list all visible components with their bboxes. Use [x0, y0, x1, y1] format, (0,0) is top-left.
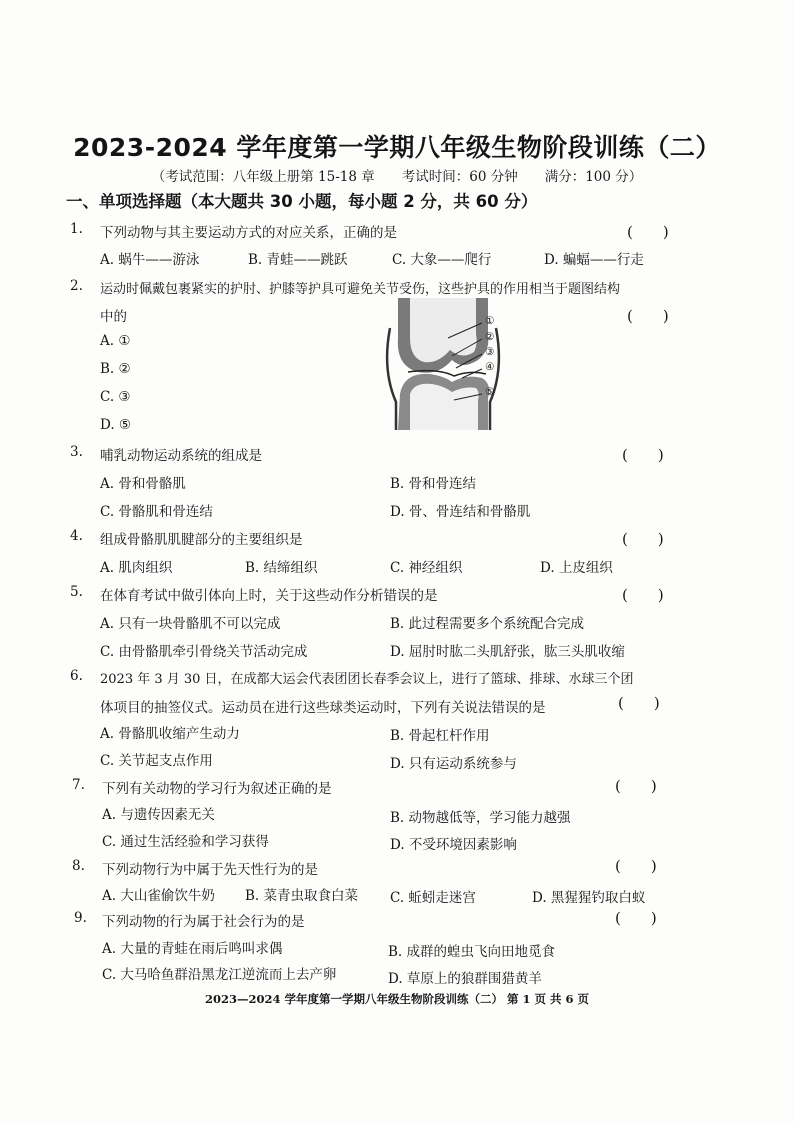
- option-b: B. 骨起杠杆作用: [390, 728, 490, 744]
- question-number: 9.: [74, 910, 87, 926]
- option-b: B. 结缔组织: [245, 560, 318, 576]
- option-c: C. 神经组织: [390, 560, 463, 576]
- question-text: 下列动物与其主要运动方式的对应关系，正确的是: [100, 225, 397, 241]
- lower-bone-inner: [410, 384, 479, 430]
- option-a: A. ①: [100, 333, 131, 349]
- option-b: B. 菜青虫取食白菜: [245, 888, 359, 904]
- option-b: B. 此过程需要多个系统配合完成: [390, 616, 585, 632]
- option-d: D. ⑤: [100, 417, 132, 433]
- question-text: 2023 年 3 月 30 日，在成都大运会代表团团长春季会议上，进行了篮球、排球、水球三个团: [100, 672, 634, 687]
- answer-blank: ( ): [615, 857, 657, 875]
- answer-blank: ( ): [615, 777, 657, 795]
- option-a: A. 蜗牛——游泳: [100, 252, 200, 268]
- exam-info: （考试范围：八年级上册第 15-18 章 考试时间：60 分钟 满分：100 分）: [151, 169, 643, 185]
- page-footer: 2023—2024 学年度第一学期八年级生物阶段训练（二） 第 1 页 共 6 页: [204, 992, 590, 1006]
- diagram-label-5: ⑤: [485, 386, 495, 398]
- question-number: 8.: [72, 858, 85, 874]
- option-d: D. 草原上的狼群围猎黄羊: [388, 971, 542, 987]
- option-a: A. 肌肉组织: [100, 560, 173, 576]
- option-c: C. ③: [100, 389, 131, 405]
- option-a: A. 骨骼肌收缩产生动力: [100, 726, 240, 742]
- diagram-label-3: ③: [485, 346, 495, 358]
- option-d: D. 上皮组织: [540, 560, 613, 576]
- option-c: C. 大马哈鱼群沿黑龙江逆流而上去产卵: [102, 967, 337, 983]
- option-b: B. 骨和骨连结: [390, 476, 477, 492]
- question-number: 2.: [70, 278, 83, 294]
- option-a: A. 只有一块骨骼肌不可以完成: [100, 616, 281, 632]
- diagram-label-4: ④: [485, 361, 495, 373]
- option-a: A. 大山雀偷饮牛奶: [102, 888, 215, 904]
- question-text: 下列动物的行为属于社会行为的是: [102, 914, 305, 930]
- question-number: 6.: [70, 668, 83, 684]
- option-a: A. 骨和骨骼肌: [100, 476, 186, 492]
- option-d: D. 屈肘时肱二头肌舒张，肱三头肌收缩: [390, 644, 625, 660]
- answer-blank: ( ): [627, 223, 669, 241]
- option-c: C. 通过生活经验和学习获得: [102, 834, 269, 850]
- option-b: B. 青蛙——跳跃: [248, 252, 348, 268]
- option-b: B. 成群的蝗虫飞向田地觅食: [388, 944, 556, 960]
- option-c: C. 关节起支点作用: [100, 753, 213, 769]
- answer-blank: ( ): [622, 446, 664, 464]
- question-text: 运动时佩戴包裹紧实的护肘、护膝等护具可避免关节受伤，这些护具的作用相当于题图结构: [100, 282, 621, 297]
- option-c: C. 由骨骼肌牵引骨绕关节活动完成: [100, 644, 308, 660]
- diagram-label-2: ②: [485, 331, 495, 343]
- answer-blank: ( ): [622, 530, 664, 548]
- option-b: B. ②: [100, 361, 131, 377]
- option-c: C. 大象——爬行: [392, 252, 492, 268]
- answer-blank: ( ): [627, 307, 669, 325]
- option-d: D. 不受环境因素影响: [390, 837, 517, 853]
- option-d: D. 只有运动系统参与: [390, 756, 517, 772]
- section-heading: 一、单项选择题（本大题共 30 小题，每小题 2 分，共 60 分）: [66, 192, 538, 211]
- question-number: 3.: [70, 444, 83, 460]
- option-c: C. 骨骼肌和骨连结: [100, 504, 213, 520]
- question-number: 7.: [72, 777, 85, 793]
- question-text: 下列有关动物的学习行为叙述正确的是: [102, 781, 332, 797]
- diagram-label-1: ①: [485, 315, 495, 327]
- question-text: 在体育考试中做引体向上时，关于这些动作分析错误的是: [100, 588, 438, 604]
- option-d: D. 黑猩猩钓取白蚁: [532, 890, 646, 906]
- option-d: D. 蝙蝠——行走: [544, 252, 644, 268]
- question-text-cont: 中的: [100, 309, 127, 325]
- page-title: 2023-2024 学年度第一学期八年级生物阶段训练（二）: [73, 133, 721, 162]
- option-c: C. 蚯蚓走迷宫: [390, 890, 476, 906]
- option-b: B. 动物越低等，学习能力越强: [390, 810, 571, 826]
- option-d: D. 骨、骨连结和骨骼肌: [390, 504, 531, 520]
- answer-blank: ( ): [622, 586, 664, 604]
- question-number: 5.: [70, 584, 83, 600]
- question-text-cont: 体项目的抽签仪式。运动员在进行这些球类运动时，下列有关说法错误的是: [100, 700, 546, 716]
- option-a: A. 大量的青蛙在雨后鸣叫求偶: [102, 941, 283, 957]
- answer-blank: ( ): [615, 909, 657, 927]
- question-number: 1.: [70, 221, 83, 237]
- question-number: 4.: [70, 528, 83, 544]
- option-a: A. 与遗传因素无关: [102, 807, 215, 823]
- question-text: 组成骨骼肌肌腱部分的主要组织是: [100, 532, 303, 548]
- answer-blank: ( ): [618, 694, 660, 712]
- question-text: 下列动物行为中属于先天性行为的是: [102, 862, 318, 878]
- question-text: 哺乳动物运动系统的组成是: [100, 448, 262, 464]
